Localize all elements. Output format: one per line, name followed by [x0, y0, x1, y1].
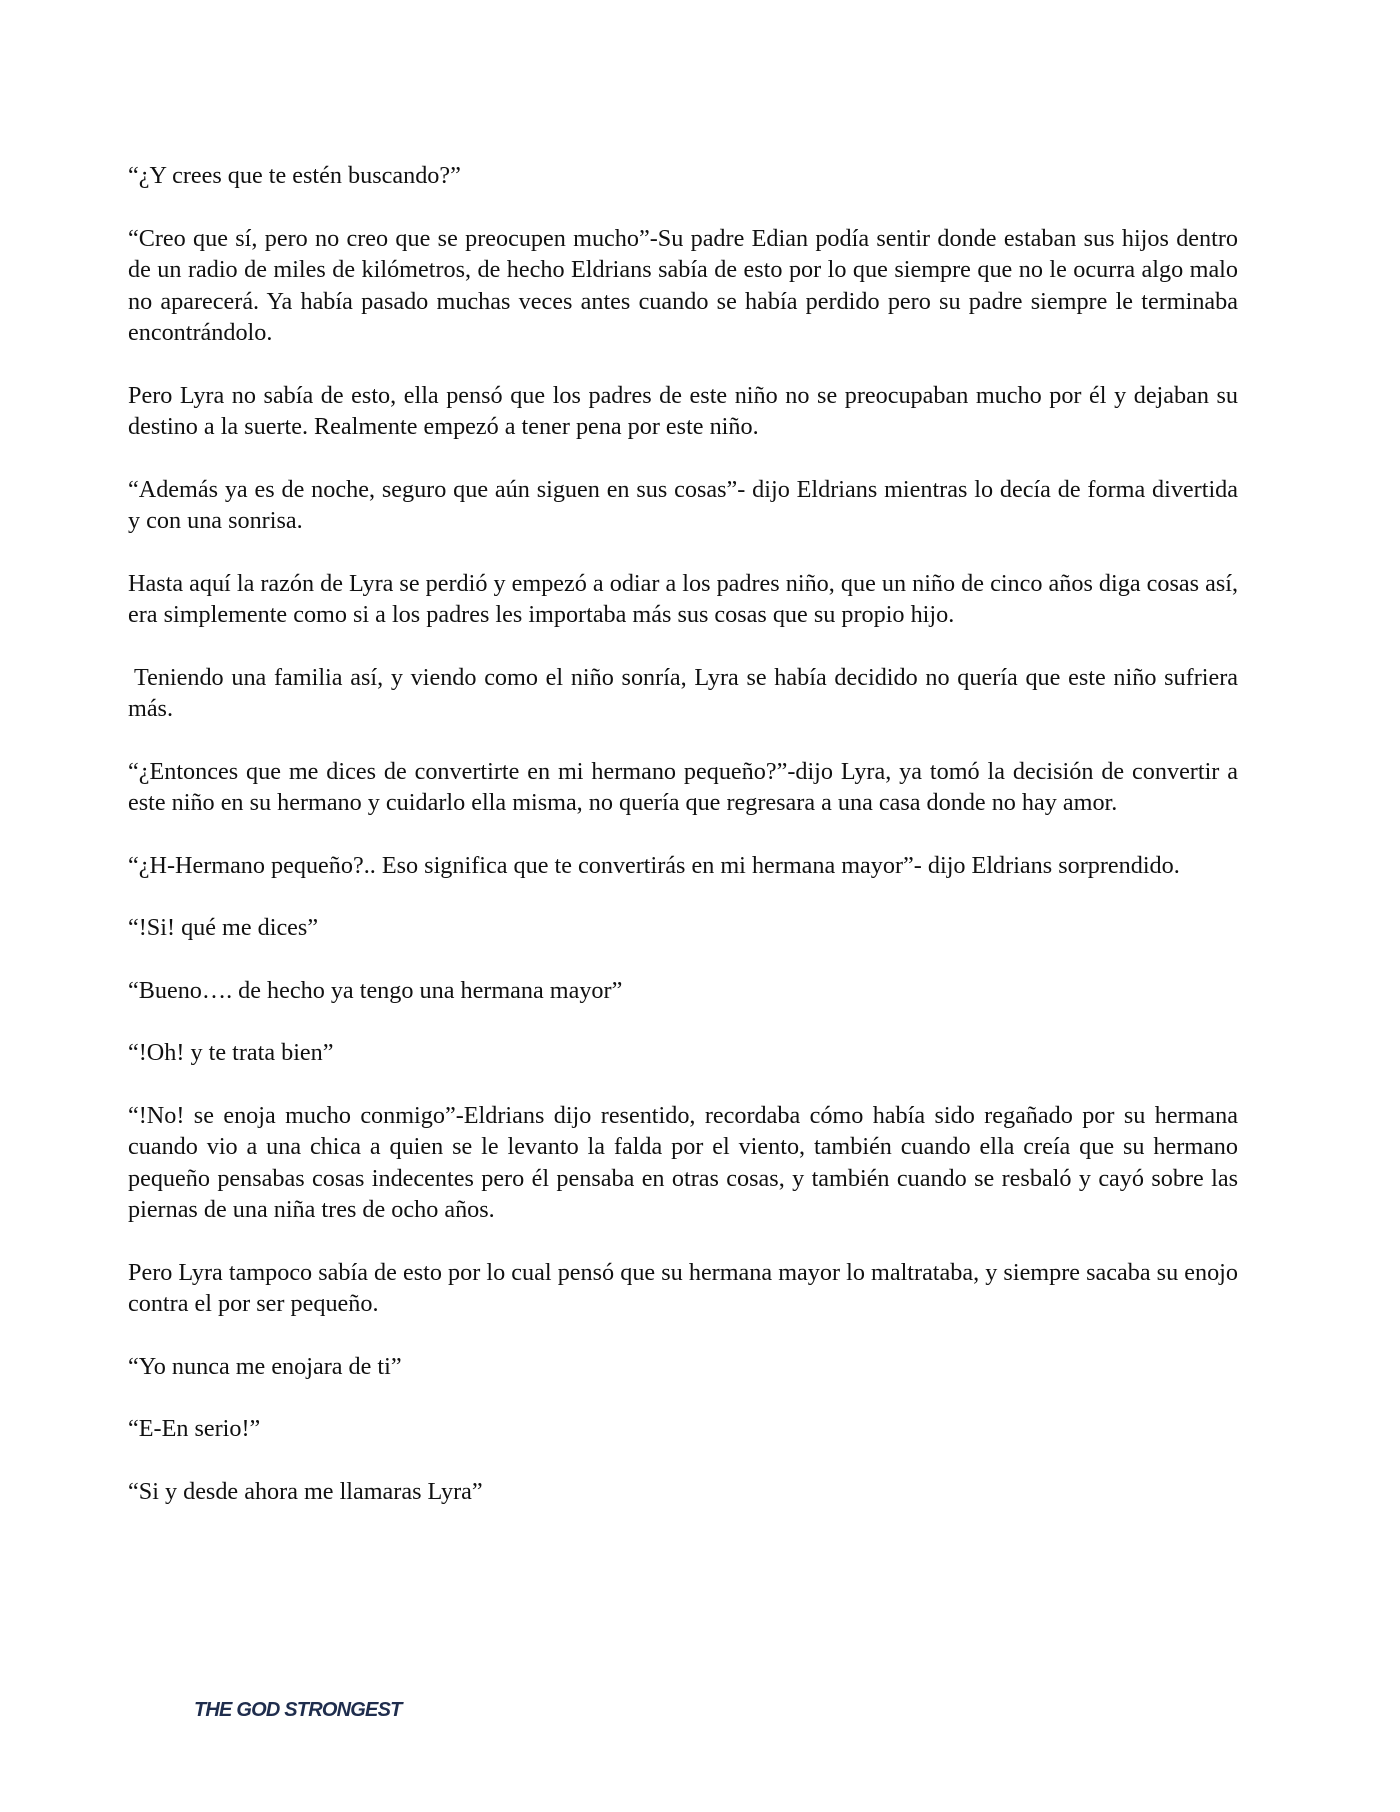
paragraph-10: “Bueno…. de hecho ya tengo una hermana mayor” — [128, 976, 623, 1004]
paragraph-13: Pero Lyra tampoco sabía de esto por lo cual pensó que su hermana mayor lo maltrataba, y siempre sacaba su enojo contra el por ser pequeño. — [128, 1258, 1238, 1317]
footer-title: THE GOD STRONGEST — [194, 1699, 402, 1721]
paragraph-9: “!Si! qué me dices” — [128, 914, 319, 941]
paragraph-15: “E-En serio!” — [128, 1415, 261, 1442]
paragraph-1: “¿Y crees que te estén buscando?” — [128, 162, 461, 189]
paragraph-3: Pero Lyra no sabía de esto, ella pensó que los padres de este niño no se preocupaban mucho por él y dejaban su destino a la suerte. Realmente empezó a tener pena por este niño. — [128, 381, 1238, 440]
paragraph-6: Teniendo una familia así, y viendo como el niño sonría, Lyra se había decidido no quería que este niño sufriera más. — [128, 663, 1238, 722]
paragraph-16: “Si y desde ahora me llamaras Lyra” — [128, 1477, 483, 1505]
paragraph-11: “!Oh! y te trata bien” — [128, 1039, 334, 1066]
paragraph-5: Hasta aquí la razón de Lyra se perdió y empezó a odiar a los padres niño, que un niño de cinco años diga cosas así, era simplemente como si a los padres les importaba más sus cosas que su propio hijo. — [128, 569, 1238, 628]
paragraph-8: “¿H-Hermano pequeño?.. Eso significa que te convertirás en mi hermana mayor”- dijo Eldrians sorprendido. — [128, 851, 1180, 879]
paragraph-12: “!No! se enoja mucho conmigo”-Eldrians dijo resentido, recordaba cómo había sido regañado por su hermana cuando vio a una chica a quien se le levanto la falda por el viento, también cuando ella creía que su hermano pequeño pensabas cosas indecentes pero él pensaba en otras cosas, y también cuando se resbaló y cayó sobre las piernas de una niña tres de ocho años. — [128, 1101, 1238, 1223]
paragraph-4: “Además ya es de noche, seguro que aún siguen en sus cosas”- dijo Eldrians mientras lo decía de forma divertida y con una sonrisa. — [128, 475, 1238, 534]
paragraph-2: “Creo que sí, pero no creo que se preocupen mucho”-Su padre Edian podía sentir donde estaban sus hijos dentro de un radio de miles de kilómetros, de hecho Eldrians sabía de esto por lo que siempre que no le ocurra algo malo no aparecerá. Ya había pasado muchas veces antes cuando se había perdido pero su padre siempre le terminaba encontrándolo. — [128, 224, 1238, 346]
paragraph-7: “¿Entonces que me dices de convertirte en mi hermano pequeño?”-dijo Lyra, ya tomó la decisión de convertir a este niño en su hermano y cuidarlo ella misma, no quería que regresara a una casa donde no hay amor. — [128, 757, 1238, 816]
page-body — [128, 160, 1238, 1538]
paragraph-14: “Yo nunca me enojara de ti” — [128, 1352, 402, 1380]
